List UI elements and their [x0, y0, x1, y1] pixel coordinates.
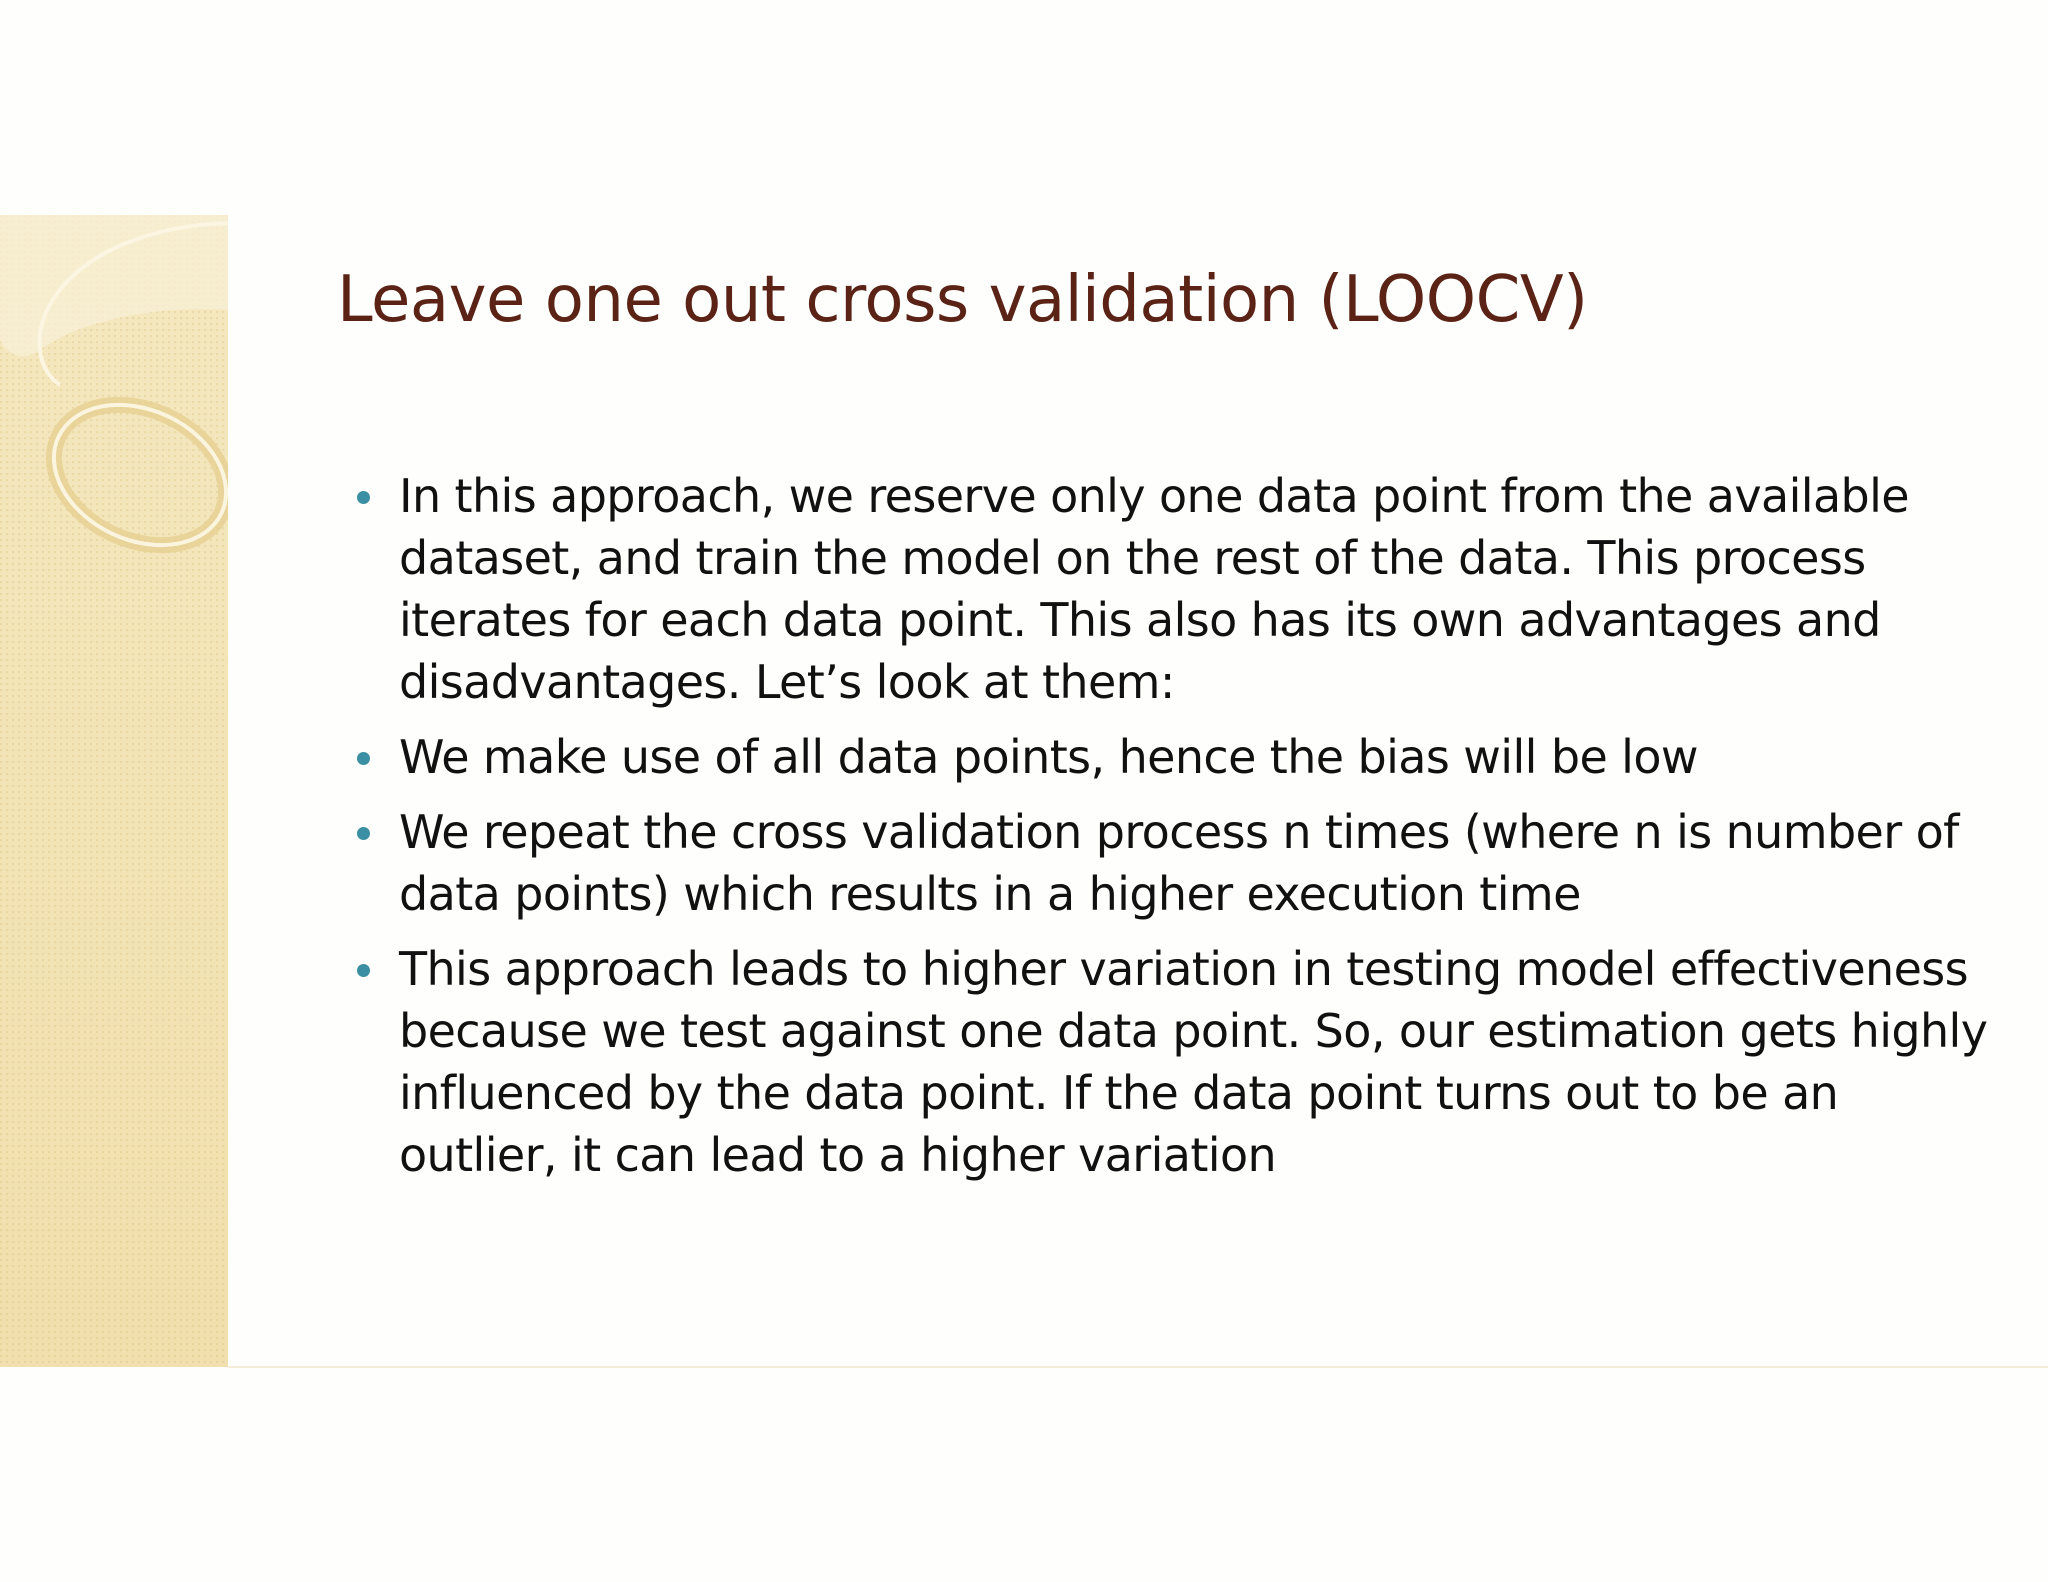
bullet-text: We make use of all data points, hence the bias will be low [399, 730, 1698, 784]
bullet-dot-icon [357, 964, 370, 977]
bullet-item [352, 801, 1992, 925]
bullet-dot-icon [357, 491, 370, 504]
bullet-item [352, 726, 1992, 788]
bullet-item [352, 465, 1992, 713]
bullet-list [352, 465, 1992, 1199]
bullet-text: In this approach, we reserve only one data point from the available dataset, and train the model on the rest of the data. This process iterates for each data point. This also has its own advantages and disadvantages. Let’s look at them: [399, 469, 1910, 709]
decorative-swirl-graphic [0, 215, 228, 1367]
bullet-text: This approach leads to higher variation in testing model effectiveness because we test against one data point. So, our estimation gets highly influenced by the data point. If the data point turns out to be an outlier, it can lead to a higher variation [399, 942, 1988, 1182]
slide-title: Leave one out cross validation (LOOCV) [337, 263, 1588, 337]
bullet-dot-icon [357, 752, 370, 765]
bullet-dot-icon [357, 827, 370, 840]
bullet-item [352, 938, 1992, 1186]
footer-divider [228, 1366, 2048, 1368]
decorative-side-band [0, 215, 228, 1367]
bullet-text: We repeat the cross validation process n times (where n is number of data points) which results in a higher execution time [399, 805, 1959, 921]
